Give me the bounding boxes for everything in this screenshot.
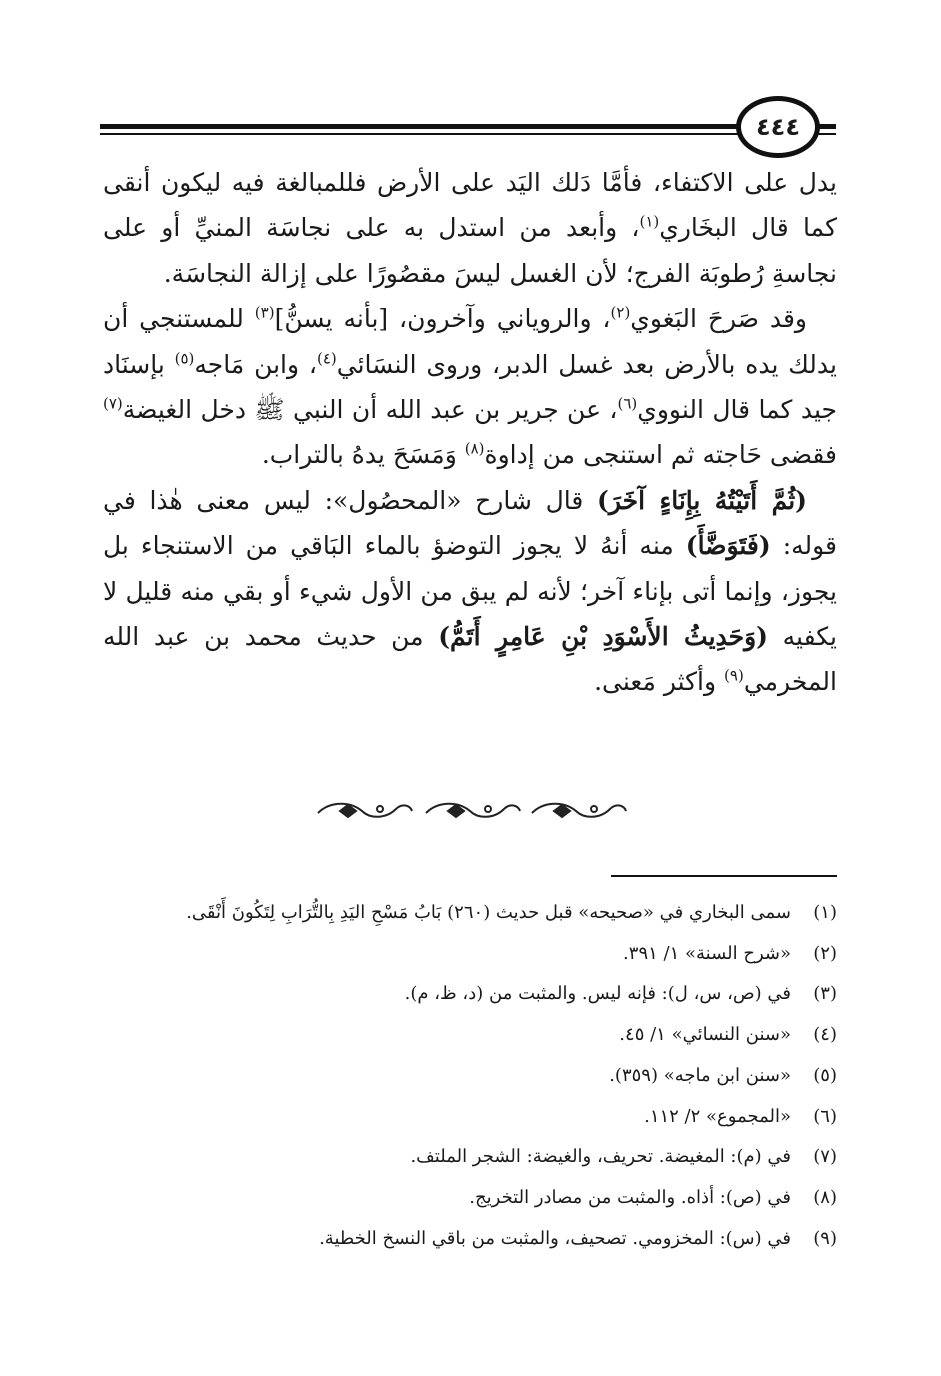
quoted-matn-3: (وَحَدِيثُ الأَسْوَدِ بْنِ عَامِرٍ أَتَمُّ) (438, 622, 769, 652)
footnote-5: (٥) «سنن ابن ماجه» (٣٥٩). (609, 1064, 837, 1086)
footnote-6: (٦) «المجموع» ٢/ ١١٢. (644, 1105, 837, 1127)
footnote-ref-6[interactable]: (٦) (617, 394, 638, 413)
footnotes (97, 893, 837, 1259)
page-header (100, 96, 836, 160)
page-number: ٤٤٤ (736, 96, 820, 158)
footnote-ref-7[interactable]: (٧) (103, 394, 123, 413)
footnote-7: (٧) في (م): المغيضة. تحريف، والغيضة: الشجر الملتف. (410, 1146, 837, 1168)
ornament-motif-left (318, 804, 412, 817)
footnote-ref-4[interactable]: (٤) (316, 349, 337, 368)
footnote-8: (٨) في (ص): أذاه. والمثبت من مصادر التخريج. (469, 1186, 837, 1208)
main-text (103, 160, 837, 705)
footnote-ref-5[interactable]: (٥) (174, 349, 195, 368)
quoted-matn-1: (ثُمَّ أَتَيْتُهُ بِإِنَاءٍ آخَرَ) (597, 485, 808, 515)
footnote-ref-3[interactable]: (٣) (254, 303, 275, 322)
header-rule-thick (100, 124, 836, 129)
footnote-4: (٤) «سنن النسائي» ١/ ٤٥. (619, 1024, 837, 1046)
footnote-ref-8[interactable]: (٨) (464, 440, 485, 459)
paragraph-3: (ثُمَّ أَتَيْتُهُ بِإِنَاءٍ آخَرَ) قال شارح «المحصُول»: ليس معنى هٰذا في قوله: (فَتَوَضَّأَ) منه أنهُ لا يجوز التوضؤ بالماء البَاقي من الاستنجاء بل يجوز، وإنما أتى بإناء آخر؛ لأنه لم يبق من الأول شيء أو بقي منه قليل لا يكفيه (وَحَدِيثُ الأَسْوَدِ بْنِ عَامِرٍ أَتَمُّ) من حديث محمد بن عبد الله المخرمي$^{(٩)}$ وأكثر مَعنى. (103, 485, 838, 697)
footnote-ref-1[interactable]: (١) (639, 213, 660, 232)
paragraph-2: وقد صَرحَ البَغوي$^{(٢)}$، والروياني وآخرون، [بأنه يسنُّ]$^{(٣)}$ للمستنجي أن يدلك يده بالأرض بعد غسل الدبر، وروى النسَائي$^{(٤)}$، وابن مَاجه$^{(٥)}$ بإسنَاد جيد كما قال النووي$^{(٦)}$، عن جرير بن عبد الله أن النبي ﷺ دخل الغيضة$^{(٧)}$ فقضى حَاجته ثم استنجى من إداوة$^{(٨)}$ وَمَسَحَ يدهُ بالتراب. (103, 303, 837, 470)
ornament-motif-right (532, 804, 626, 817)
paragraph-1: يدل على الاكتفاء، فأمَّا دَلك اليَد على الأرض فللمبالغة فيه ليكون أنقى كما قال البخَاري$^{(١)}$، وأبعد من استدل به على نجاسَة المنيِّ أو على نجاسةِ رُطوبَة الفرج؛ لأن الغسل ليسَ مقصُورًا على إزالة النجاسَة. (103, 168, 837, 288)
quoted-matn-2: (فَتَوَضَّأَ) (685, 531, 771, 561)
footnote-ref-9[interactable]: (٩) (724, 667, 744, 686)
footnote-1: (١) سمى البخاري في «صحيحه» قبل حديث (٢٦٠) بَابُ مَسْحِ اليَدِ بِالتُّرَابِ لِتَكُونَ أَنْقَى. (186, 902, 837, 923)
header-rule-thin (100, 133, 836, 135)
footnote-ref-2[interactable]: (٢) (610, 303, 631, 322)
ornament-motif-center (426, 804, 520, 817)
section-ornament-icon (310, 795, 630, 825)
footnote-2: (٢) «شرح السنة» ١/ ٣٩١. (623, 942, 837, 964)
footnote-separator (611, 875, 837, 877)
footnote-3: (٣) في (ص، س، ل): فإنه ليس. والمثبت من (د، ظ، م). (404, 983, 837, 1005)
footnote-9: (٩) في (س): المخزومي. تصحيف، والمثبت من باقي النسخ الخطية. (319, 1227, 837, 1249)
header-rule-tail (818, 125, 836, 129)
